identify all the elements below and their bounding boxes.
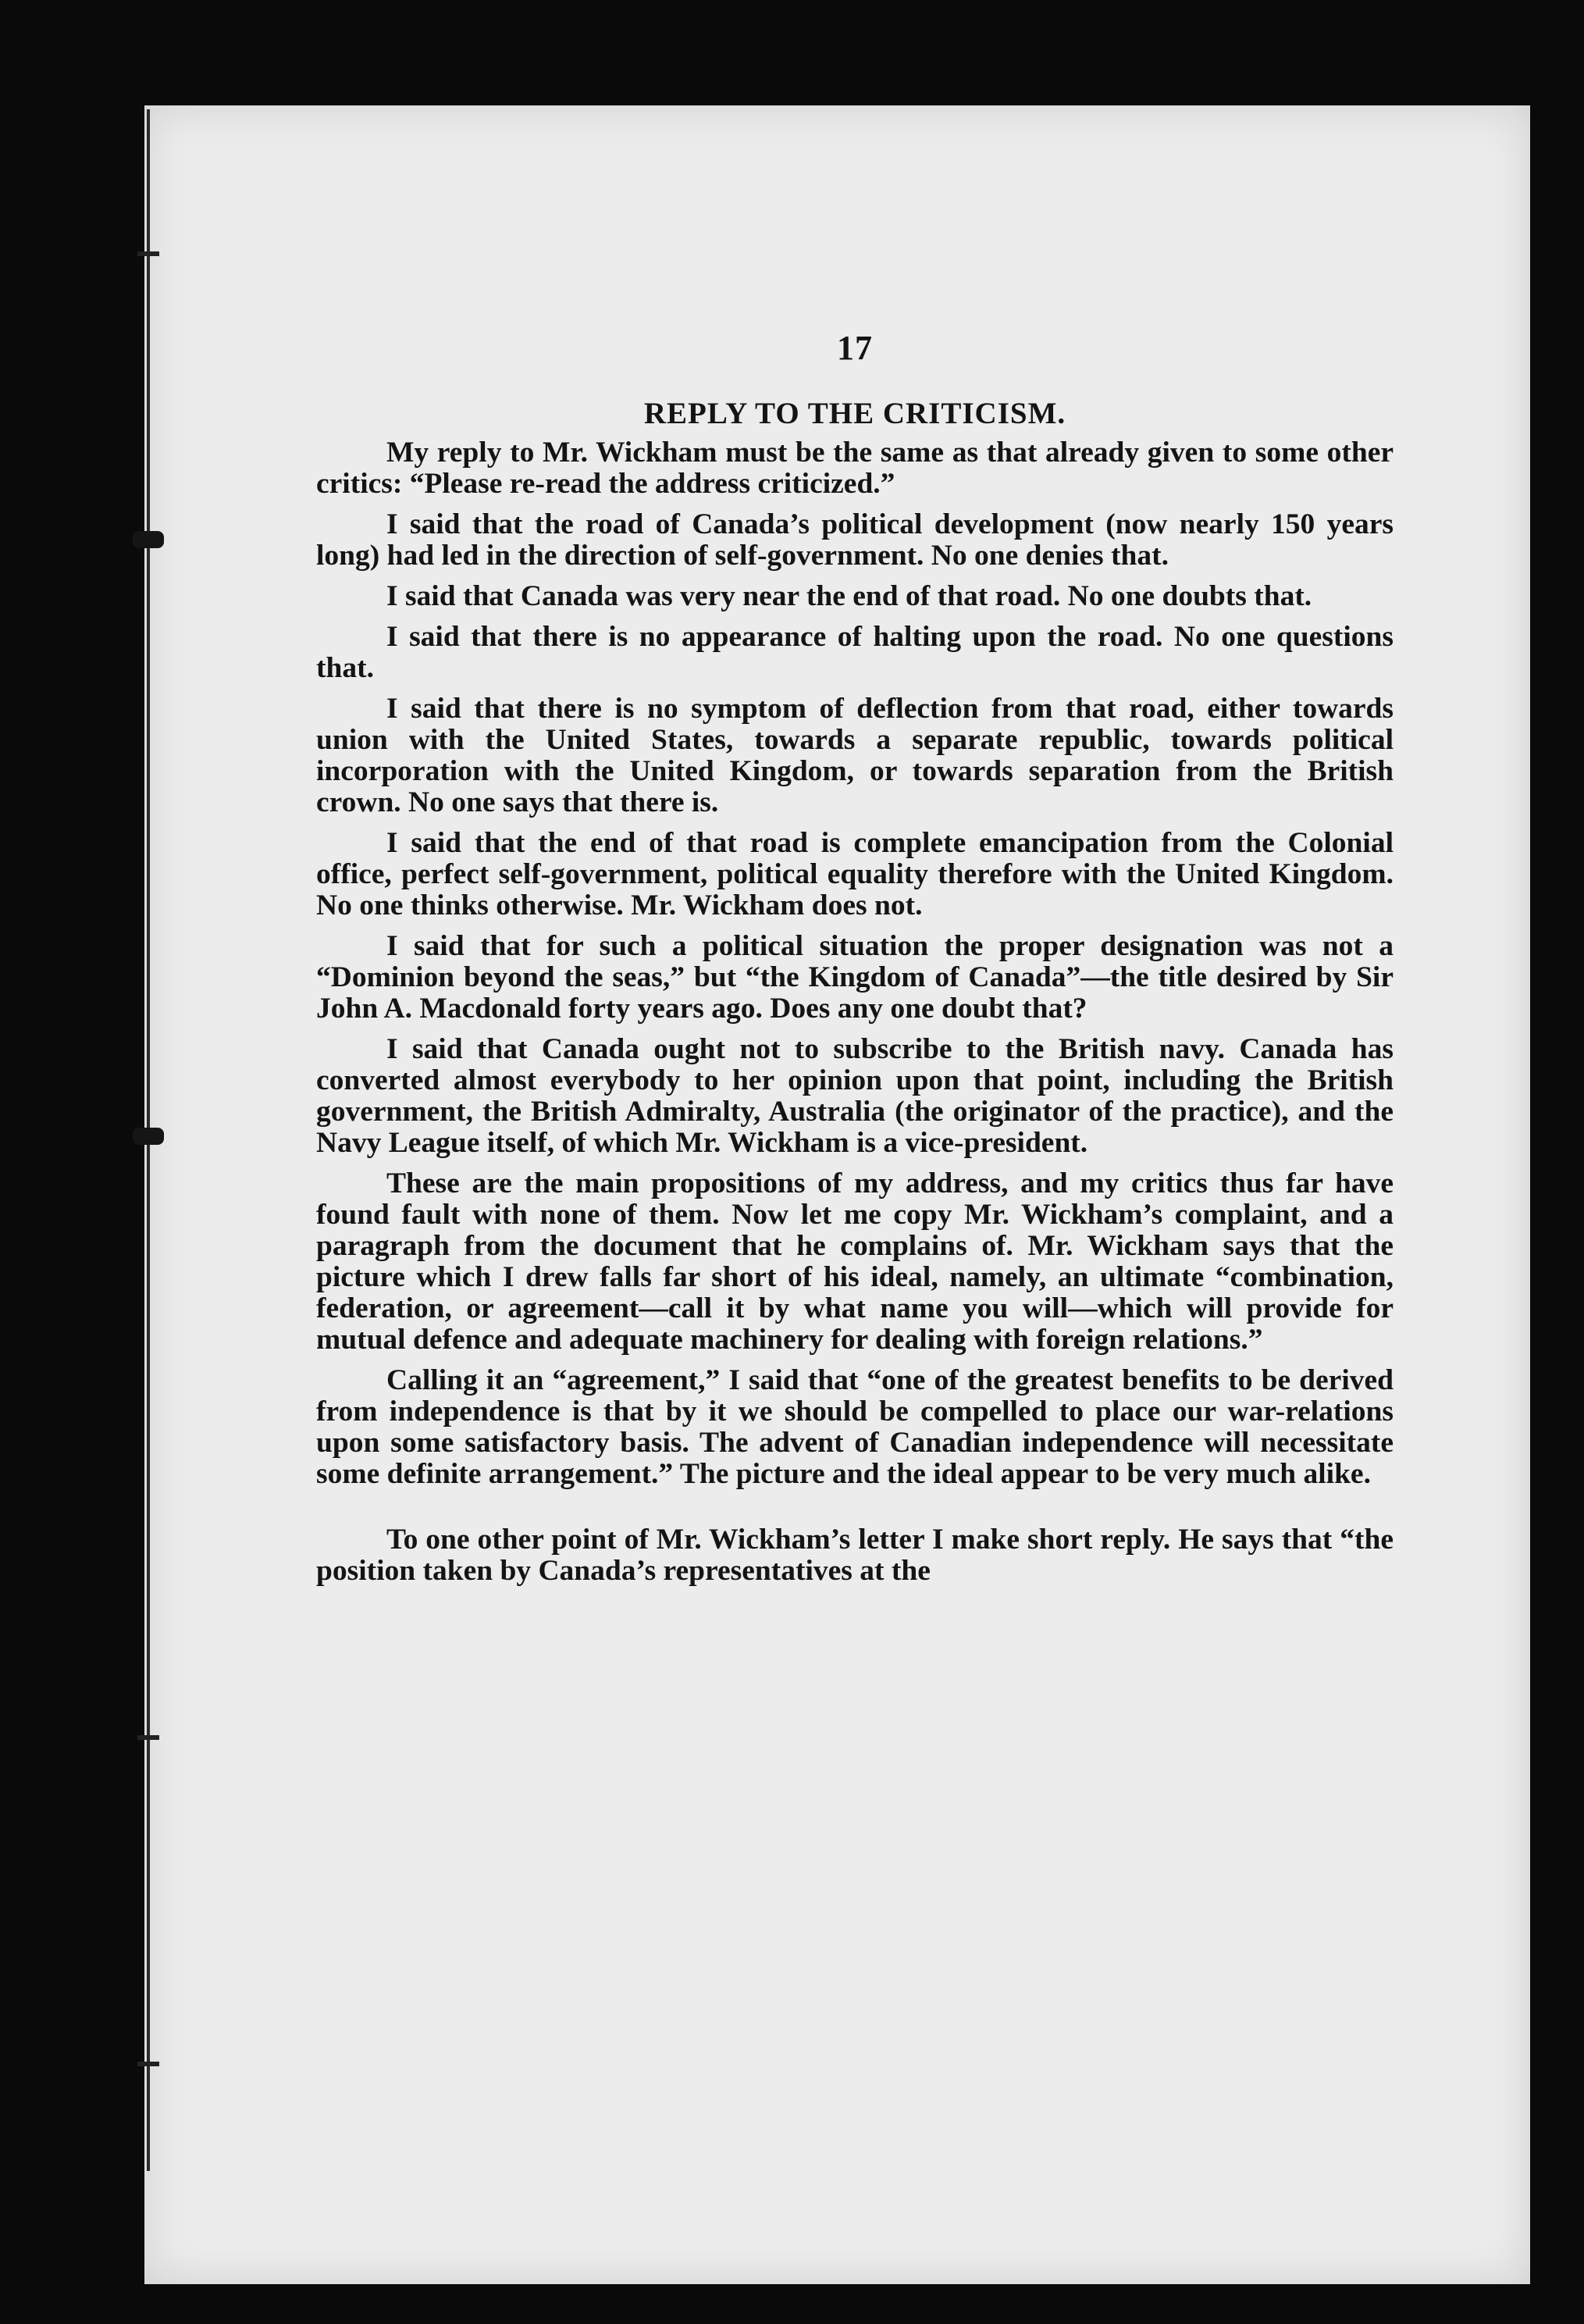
- binding-mark: [133, 531, 164, 548]
- paragraph: I said that there is no symptom of deflection from that road, either towards union with the United States, towards a separate republic, towards political incorporation with the United Kingdom, or towards separation from the British crown. No one says that there is.: [316, 693, 1394, 818]
- paragraph: These are the main propositions of my address, and my critics thus far have found fault with none of them. Now let me copy Mr. Wickham’s complaint, and a paragraph from the document that he complains of. Mr. Wickham says that the picture which I drew falls far short of his ideal, namely, an ultimate “combination, federation, or agreement—call it by what name you will—which will provide for mutual defence and adequate machinery for dealing with foreign relations.”: [316, 1167, 1394, 1356]
- page-number: 17: [837, 329, 873, 367]
- paragraph: I said that the road of Canada’s political development (now nearly 150 years long) had led in the direction of self-government. No one denies that.: [316, 508, 1394, 572]
- binding-tick-mark: [137, 2062, 159, 2066]
- paragraph: Calling it an “agreement,” I said that “one of the greatest benefits to be derived from independence is that by it we should be compelled to place our war-relations upon some satisfactory basis. The advent of Canadian independence will necessitate some definite arrangement.” The picture and the ideal appear to be very much alike.: [316, 1364, 1394, 1490]
- paragraph: To one other point of Mr. Wickham’s letter I make short reply. He says that “the position taken by Canada’s representatives at the: [316, 1524, 1394, 1587]
- paragraph: I said that for such a political situation the proper designation was not a “Dominion beyond the seas,” but “the Kingdom of Canada”—the title desired by Sir John A. Macdonald forty years ago. Does any one doubt that?: [316, 930, 1394, 1025]
- binding-mark: [133, 1128, 164, 1145]
- page-content: [316, 328, 1394, 1596]
- paragraph: I said that Canada ought not to subscribe to the British navy. Canada has converted almost everybody to her opinion upon that point, including the British government, the British Admiralty, Australia (the originator of the practice), and the Navy League itself, of which Mr. Wickham is a vice-president.: [316, 1033, 1394, 1159]
- paragraph: I said that Canada was very near the end of that road. No one doubts that.: [386, 580, 1312, 612]
- binding-tick-mark: [137, 1735, 159, 1740]
- section-title: REPLY TO THE CRITICISM.: [643, 397, 1066, 430]
- paragraph: I said that the end of that road is complete emancipation from the Colonial office, perfect self-government, political equality therefore with the United Kingdom. No one thinks otherwise. Mr. Wickham does not.: [316, 827, 1394, 921]
- paragraph: My reply to Mr. Wickham must be the same as that already given to some other critics: “Please re-read the address criticized.”: [316, 437, 1394, 500]
- binding-tick-mark: [137, 251, 159, 256]
- paragraph: I said that there is no appearance of halting upon the road. No one questions that.: [316, 621, 1394, 684]
